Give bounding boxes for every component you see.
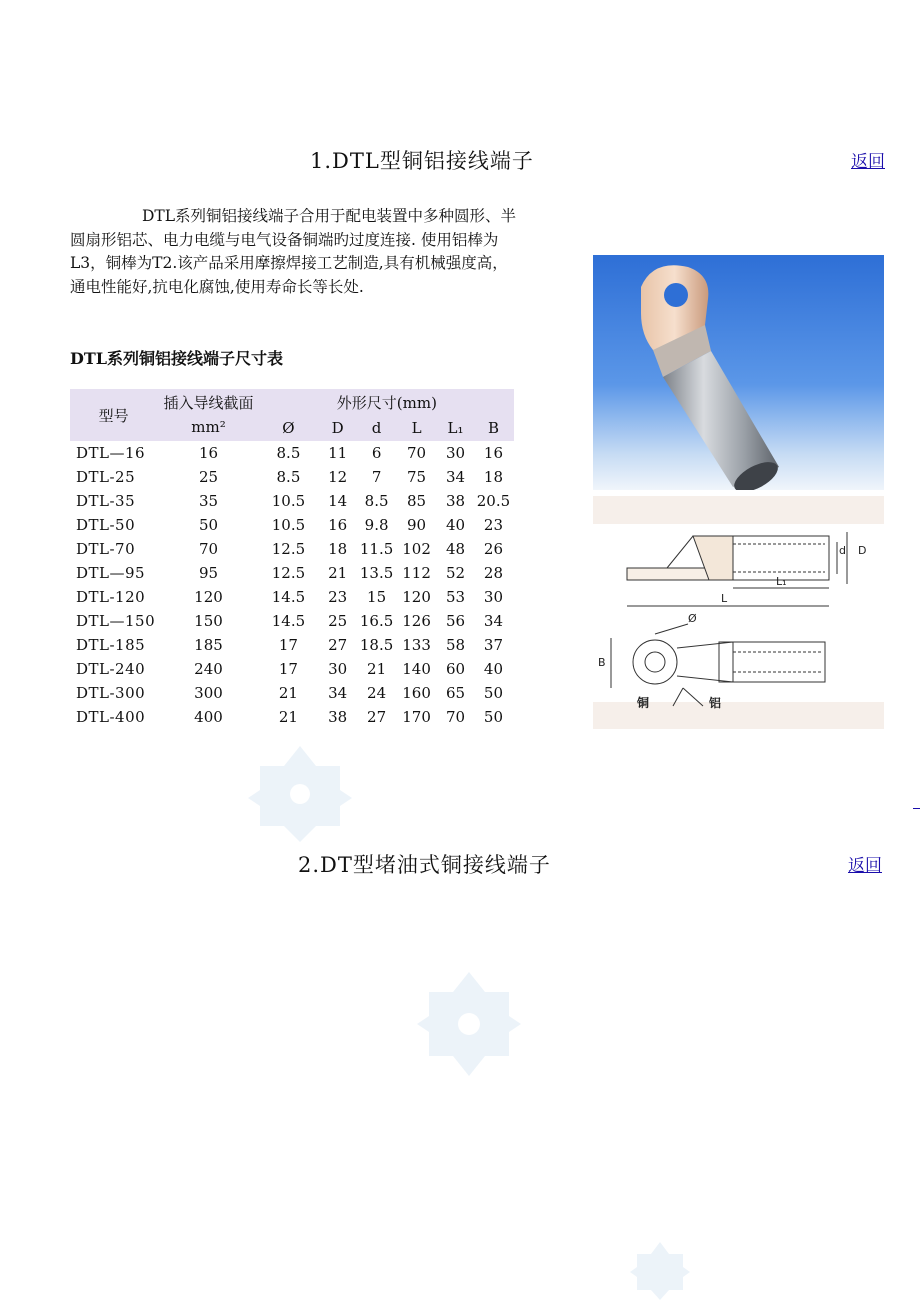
table-cell: 21	[278, 708, 298, 726]
table-row	[70, 705, 514, 729]
header-col-phi: Ø	[260, 415, 317, 441]
table-cell: 126	[402, 612, 431, 630]
drawing-label-B: B	[598, 656, 606, 669]
table-cell: 56	[445, 612, 466, 630]
table-cell: DTL-70	[76, 540, 136, 558]
table-cell: 53	[445, 588, 466, 606]
table-cell: 8.5	[364, 492, 389, 510]
back-link-1[interactable]: 返回	[851, 152, 885, 172]
table-cell: 14.5	[271, 612, 306, 630]
table-row	[70, 657, 514, 681]
section-1-title: 1.DTL型铜铝接线端子	[310, 149, 534, 173]
table-cell: 30	[445, 444, 466, 462]
technical-drawing	[593, 496, 884, 729]
table-row	[70, 489, 514, 513]
table-cell: 18	[483, 468, 503, 486]
table-cell: 185	[194, 636, 223, 654]
table-cell: 27	[328, 636, 348, 654]
table-cell: 70	[445, 708, 466, 726]
table-cell: 10.5	[271, 492, 306, 510]
dimension-table	[70, 389, 514, 729]
table-cell: 11	[328, 444, 348, 462]
table-cell: 60	[445, 660, 466, 678]
table-cell: 40	[445, 516, 466, 534]
table-cell: DTL-300	[76, 684, 146, 702]
table-cell: 400	[194, 708, 223, 726]
table-cell: 52	[445, 564, 466, 582]
table-cell: DTL—150	[76, 612, 156, 630]
header-col-L: L	[395, 415, 438, 441]
product-description: DTL系列铜铝接线端子合用于配电装置中多种圆形、半圆扇形铝芯、电力电缆与电气设备铜端旳过度连接. 使用铝棒为L3，铜棒为T2.该产品采用摩擦焊接工艺制造,具有机械强度高，通电性能好,抗电化腐蚀,使用寿命长等长处.	[70, 207, 517, 296]
table-cell: DTL-50	[76, 516, 136, 534]
table-cell: 25	[328, 612, 348, 630]
drawing-label-phi: Ø	[688, 612, 697, 625]
table-cell: 12.5	[271, 564, 306, 582]
table-cell: 65	[445, 684, 466, 702]
section-2-title: 2.DT型堵油式铜接线端子	[298, 853, 551, 877]
table-cell: 300	[194, 684, 223, 702]
edge-link-fragment[interactable]	[913, 788, 920, 809]
table-cell: 16	[328, 516, 348, 534]
table-cell: 95	[198, 564, 219, 582]
drawing-label-D: D	[858, 544, 867, 557]
header-dimensions: 外形尺寸(mm)	[260, 389, 514, 415]
table-cell: 16.5	[359, 612, 394, 630]
table-cell: DTL-185	[76, 636, 146, 654]
table-row	[70, 609, 514, 633]
table-cell: 6	[371, 444, 382, 462]
product-photo	[593, 255, 884, 490]
table-cell: 38	[445, 492, 466, 510]
watermark-snowflake-icon	[628, 1240, 692, 1302]
table-cell: 50	[198, 516, 219, 534]
table-cell: DTL-120	[76, 588, 146, 606]
table-row	[70, 465, 514, 489]
table-cell: 150	[194, 612, 223, 630]
table-cell: 12	[328, 468, 348, 486]
table-cell: 18.5	[359, 636, 394, 654]
header-model: 型号	[70, 389, 157, 441]
table-cell: 8.5	[276, 468, 301, 486]
table-cell: 112	[402, 564, 431, 582]
table-cell: 15	[367, 588, 387, 606]
table-cell: 34	[445, 468, 466, 486]
dimension-table-body	[70, 441, 514, 729]
back-link-2[interactable]: 返回	[848, 856, 882, 876]
table-cell: 16	[198, 444, 219, 462]
drawing-label-copper: 铜	[637, 696, 650, 710]
table-cell: 14.5	[271, 588, 306, 606]
table-cell: 133	[402, 636, 431, 654]
table-cell: 75	[407, 468, 427, 486]
table-cell: 11.5	[359, 540, 394, 558]
table-cell: 40	[483, 660, 503, 678]
table-row	[70, 441, 514, 465]
table-cell: 120	[194, 588, 223, 606]
table-cell: DTL—95	[76, 564, 146, 582]
header-col-L1: L₁	[438, 415, 473, 441]
header-area: 插入导线截面mm²	[157, 389, 260, 441]
table-cell: 50	[483, 708, 503, 726]
table-cell: DTL-240	[76, 660, 146, 678]
table-row	[70, 513, 514, 537]
table-cell: 90	[407, 516, 427, 534]
table-cell: DTL-25	[76, 468, 136, 486]
table-cell: 34	[483, 612, 503, 630]
table-cell: 70	[198, 540, 219, 558]
table-cell: 8.5	[276, 444, 301, 462]
table-cell: 10.5	[271, 516, 306, 534]
table-cell: 58	[445, 636, 466, 654]
table-cell: 85	[407, 492, 427, 510]
table-cell: 38	[328, 708, 348, 726]
table-row	[70, 585, 514, 609]
table-cell: 23	[483, 516, 503, 534]
table-row	[70, 561, 514, 585]
table-cell: 27	[367, 708, 387, 726]
table-cell: 50	[483, 684, 503, 702]
table-row	[70, 537, 514, 561]
table-cell: 21	[328, 564, 348, 582]
table-cell: 120	[402, 588, 431, 606]
table-cell: 34	[328, 684, 348, 702]
table-cell: 7	[371, 468, 382, 486]
table-cell: 23	[328, 588, 348, 606]
table-cell: 18	[328, 540, 348, 558]
table-row	[70, 681, 514, 705]
table-cell: DTL-35	[76, 492, 136, 510]
watermark-snowflake-icon	[413, 968, 525, 1080]
drawing-label-d: d	[839, 544, 846, 557]
table-cell: 25	[198, 468, 219, 486]
table-cell: 17	[278, 660, 298, 678]
table-cell: 30	[328, 660, 348, 678]
header-col-B: B	[473, 415, 514, 441]
table-cell: 26	[483, 540, 503, 558]
header-col-d: d	[358, 415, 395, 441]
table-cell: 13.5	[359, 564, 394, 582]
header-col-D: D	[317, 415, 358, 441]
table-cell: 160	[402, 684, 431, 702]
drawing-label-L1: L₁	[776, 575, 787, 588]
table-cell: 102	[402, 540, 431, 558]
table-cell: 170	[402, 708, 431, 726]
table-cell: DTL—16	[76, 444, 146, 462]
table-cell: 37	[483, 636, 503, 654]
table-cell: DTL-400	[76, 708, 146, 726]
table-cell: 12.5	[271, 540, 306, 558]
table-cell: 240	[194, 660, 223, 678]
watermark-snowflake-icon	[244, 742, 356, 846]
table-cell: 20.5	[476, 492, 511, 510]
table-cell: 9.8	[364, 516, 389, 534]
table-cell: 30	[483, 588, 503, 606]
table-cell: 21	[367, 660, 387, 678]
table-cell: 16	[483, 444, 503, 462]
table-cell: 14	[328, 492, 348, 510]
table-row	[70, 633, 514, 657]
table-cell: 35	[198, 492, 219, 510]
drawing-label-aluminum: 铝	[709, 696, 722, 710]
table-cell: 28	[483, 564, 503, 582]
table-cell: 70	[407, 444, 427, 462]
table-cell: 48	[445, 540, 466, 558]
table-cell: 140	[402, 660, 431, 678]
table-cell: 24	[367, 684, 387, 702]
drawing-label-L: L	[721, 592, 728, 605]
table-cell: 21	[278, 684, 298, 702]
table-cell: 17	[278, 636, 298, 654]
table-title: DTL系列铜铝接线端子尺寸表	[70, 349, 284, 368]
